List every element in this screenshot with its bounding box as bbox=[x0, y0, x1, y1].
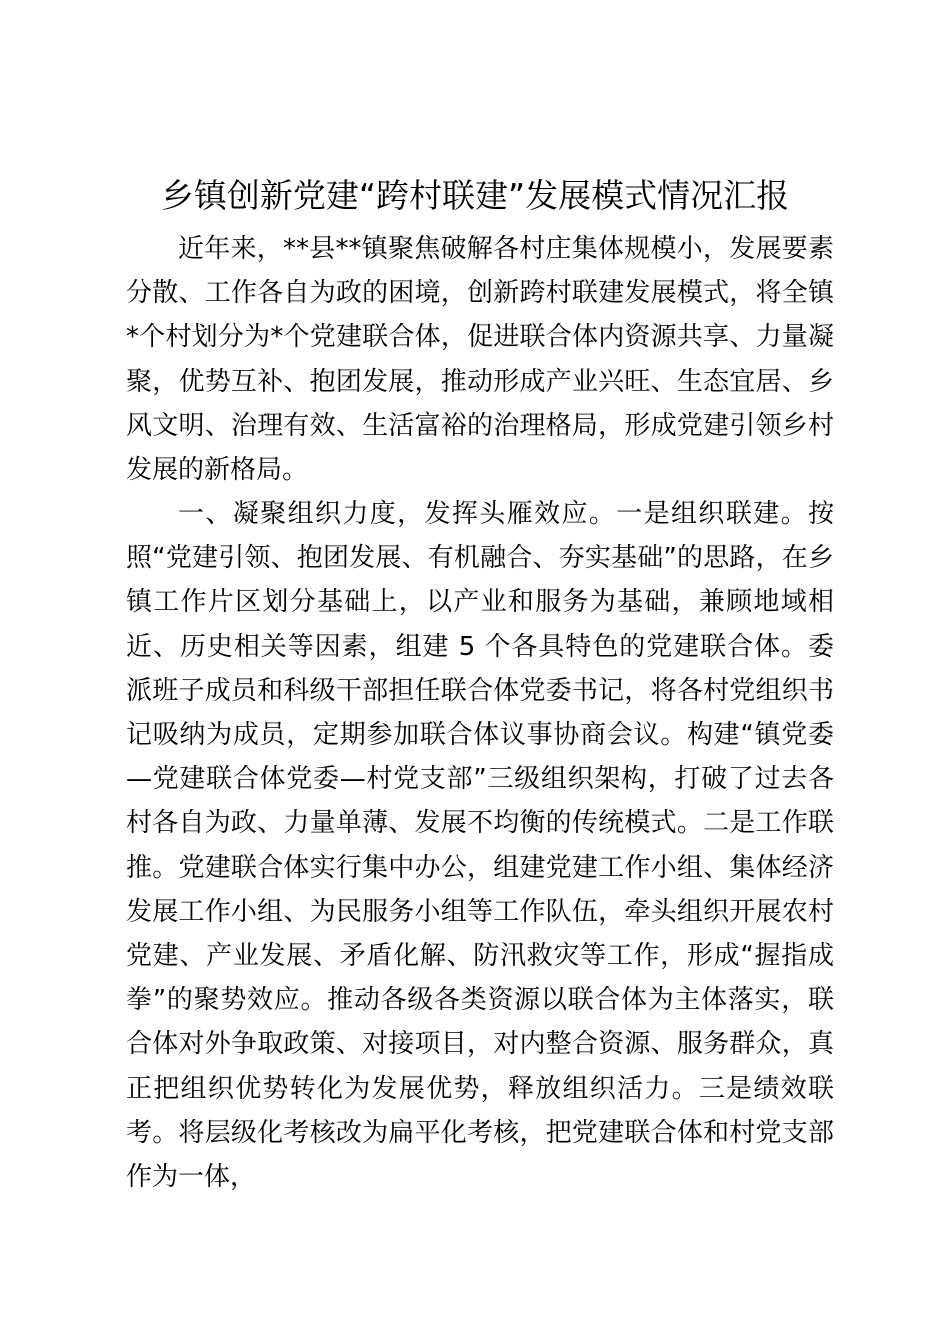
document-title: 乡镇创新党建“跨村联建”发展模式情况汇报 bbox=[160, 176, 790, 215]
paragraph-section-one: 一、凝聚组织力度，发挥头雁效应。一是组织联建。按照“党建引领、抱团发展、有机融合、夯实基础”的思路，在乡镇工作片区划分基础上，以产业和服务为基础，兼顾地域相近、历史相关等因素，组建 5 个各具特色的党建联合体。委派班子成员和科级干部担任联合体党委书记，将各村党组织书记吸纳为成员，定期参加联合体议事协商会议。构建“镇党委—党建联合体党委—村党支部”三级组织架构，打破了过去各村各自为政、力量单薄、发展不均衡的传统模式。二是工作联推。党建联合体实行集中办公，组建党建工作小组、集体经济发展工作小组、为民服务小组等工作队伍，牵头组织开展农村党建、产业发展、矛盾化解、防汛救灾等工作，形成“握指成拳”的聚势效应。推动各级各类资源以联合体为主体落实，联合体对外争取政策、对接项目，对内整合资源、服务群众，真正把组织优势转化为发展优势，释放组织活力。三是绩效联考。将层级化考核改为扁平化考核，把党建联合体和村党支部作为一体， bbox=[126, 499, 834, 1193]
paragraph-intro: 近年来，**县**镇聚焦破解各村庄集体规模小，发展要素分散、工作各自为政的困境，创新跨村联建发展模式，将全镇*个村划分为*个党建联合体，促进联合体内资源共享、力量凝聚，优势互补、抱团发展，推动形成产业兴旺、生态宜居、乡风文明、治理有效、生活富裕的治理格局，形成党建引领乡村发展的新格局。 bbox=[126, 234, 834, 486]
